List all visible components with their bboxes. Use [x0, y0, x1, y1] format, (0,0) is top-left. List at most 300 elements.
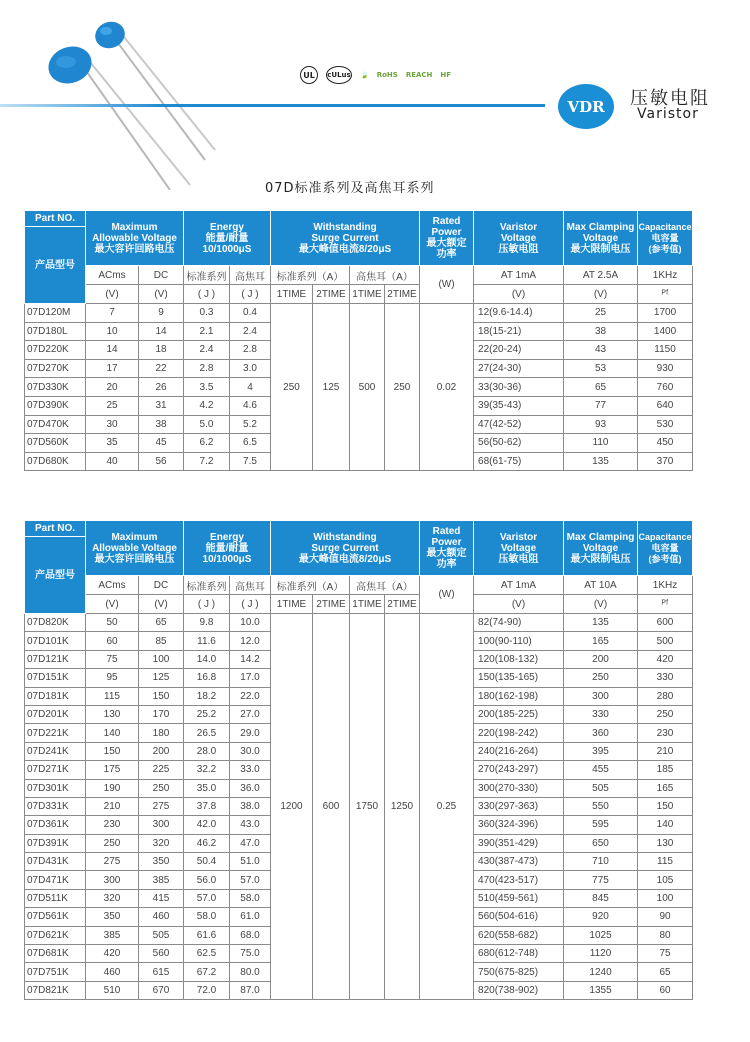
capacitance: 185 [638, 761, 693, 779]
capacitance-header [638, 521, 693, 576]
part-number: 07D181K [25, 687, 86, 705]
surge-power: 0.02 [420, 304, 474, 471]
clamping-voltage-header-line: Voltage [582, 232, 619, 244]
part-number: 07D221K [25, 724, 86, 742]
energy-high-joule: 43.0 [230, 816, 271, 834]
energy-high-joule: 61.0 [230, 908, 271, 926]
clamping-voltage-header-line: Max Clamping [566, 531, 635, 543]
rated-power-header-line: 最大额定 [426, 548, 467, 559]
high-joule-a-label: 高焦耳（A） [350, 266, 420, 285]
dc-voltage: 22 [139, 359, 184, 378]
j-unit: ( J ) [184, 595, 230, 614]
energy-std: 28.0 [184, 742, 230, 760]
dc-voltage: 275 [139, 797, 184, 815]
pf-unit: ᴾᶠ [638, 285, 693, 304]
varistor-voltage: 510(459-561) [474, 889, 564, 907]
dc-voltage: 14 [139, 322, 184, 341]
ac-voltage: 230 [86, 816, 139, 834]
energy-std: 32.2 [184, 761, 230, 779]
product-title-cn: 压敏电阻 [630, 88, 710, 109]
clamping-voltage: 710 [564, 853, 638, 871]
capacitance: 165 [638, 779, 693, 797]
dc-voltage: 385 [139, 871, 184, 889]
cul-us-logo: cULus [326, 66, 352, 84]
energy-header-line: 能量/耐量 [205, 232, 249, 244]
ac-voltage: 50 [86, 614, 139, 632]
capacitance-header-line: (参考值) [648, 243, 682, 254]
ac-voltage: 250 [86, 834, 139, 852]
energy-header [184, 211, 271, 266]
clamping-voltage: 38 [564, 322, 638, 341]
capacitance: 1400 [638, 322, 693, 341]
dc-voltage: 100 [139, 650, 184, 668]
capacitance-condition: 1KHz [638, 576, 693, 595]
energy-high-joule: 0.4 [230, 304, 271, 323]
part-number: 07D331K [25, 797, 86, 815]
clamping-voltage: 550 [564, 797, 638, 815]
capacitance: 130 [638, 834, 693, 852]
energy-std: 67.2 [184, 963, 230, 981]
surge-hj-1time: 1750 [350, 614, 385, 1000]
capacitance: 105 [638, 871, 693, 889]
varistor-voltage-header-line: 压敏电阻 [498, 243, 539, 255]
varistor-voltage: 27(24-30) [474, 359, 564, 378]
clamping-voltage: 165 [564, 632, 638, 650]
ac-voltage: 130 [86, 705, 139, 723]
ac-voltage: 60 [86, 632, 139, 650]
clamping-voltage: 1240 [564, 963, 638, 981]
clamping-voltage: 775 [564, 871, 638, 889]
pf-unit: ᴾᶠ [638, 595, 693, 614]
varistor-voltage-header [474, 211, 564, 266]
ac-voltage: 275 [86, 853, 139, 871]
varistor-voltage: 470(423-517) [474, 871, 564, 889]
varistor-voltage: 150(135-165) [474, 669, 564, 687]
clamping-voltage-header-line: Voltage [582, 542, 619, 554]
v-unit: (V) [474, 595, 564, 614]
j-unit: ( J ) [230, 285, 271, 304]
energy-header-line: 10/1000μS [202, 553, 252, 565]
varistor-voltage: 360(324-396) [474, 816, 564, 834]
clamping-voltage: 110 [564, 434, 638, 453]
energy-high-joule: 80.0 [230, 963, 271, 981]
energy-high-joule: 75.0 [230, 945, 271, 963]
capacitance: 600 [638, 614, 693, 632]
clamping-voltage-header-line: 最大限制电压 [570, 243, 631, 255]
v-unit: (V) [139, 595, 184, 614]
surge-current-header [271, 521, 420, 576]
ac-voltage: 175 [86, 761, 139, 779]
capacitance: 370 [638, 452, 693, 471]
dc-voltage: 415 [139, 889, 184, 907]
surge-current-header [271, 211, 420, 266]
max-voltage-header-line: 最大容许回路电压 [94, 243, 175, 255]
energy-high-joule: 29.0 [230, 724, 271, 742]
max-voltage-header-line: Maximum [111, 531, 158, 543]
product-title-en: Varistor [637, 106, 699, 122]
energy-high-joule: 4.6 [230, 396, 271, 415]
ac-voltage: 140 [86, 724, 139, 742]
capacitance: 280 [638, 687, 693, 705]
capacitance: 230 [638, 724, 693, 742]
part-number: 07D330K [25, 378, 86, 397]
part-number: 07D301K [25, 779, 86, 797]
clamping-voltage: 25 [564, 304, 638, 323]
ac-voltage: 320 [86, 889, 139, 907]
surge-current-header-line: Withstanding [313, 221, 377, 233]
hf-logo: HF [440, 71, 452, 79]
energy-std: 7.2 [184, 452, 230, 471]
varistor-voltage-header-line: 压敏电阻 [498, 553, 539, 565]
energy-high-joule: 47.0 [230, 834, 271, 852]
capacitance-condition: 1KHz [638, 266, 693, 285]
ac-voltage: 75 [86, 650, 139, 668]
two-time-label: 2TIME [385, 595, 420, 614]
one-time-label: 1TIME [350, 595, 385, 614]
dc-voltage: 125 [139, 669, 184, 687]
clamp-condition: AT 10A [564, 576, 638, 595]
part-number: 07D271K [25, 761, 86, 779]
dc-voltage: 85 [139, 632, 184, 650]
energy-std: 6.2 [184, 434, 230, 453]
varistor-voltage: 120(108-132) [474, 650, 564, 668]
ac-voltage: 350 [86, 908, 139, 926]
std-series-a-label: 标准系列（A） [271, 576, 350, 595]
std-series-a-label: 标准系列（A） [271, 266, 350, 285]
high-joule-label: 高焦耳 [230, 266, 271, 285]
capacitance-header-line: (参考值) [648, 553, 682, 564]
surge-current-header-line: 最大峰值电流8/20μS [298, 243, 392, 255]
energy-high-joule: 2.4 [230, 322, 271, 341]
varistor-voltage-header-line: Varistor [499, 221, 538, 233]
clamping-voltage: 200 [564, 650, 638, 668]
varistor-voltage: 47(42-52) [474, 415, 564, 434]
rated-power-header [420, 211, 474, 266]
dc-voltage: 670 [139, 981, 184, 999]
rated-power-header-line: Rated [432, 216, 461, 227]
ac-voltage: 510 [86, 981, 139, 999]
capacitance: 115 [638, 853, 693, 871]
part-number: 07D621K [25, 926, 86, 944]
varistor-voltage: 39(35-43) [474, 396, 564, 415]
v-unit: (V) [474, 285, 564, 304]
clamping-voltage: 135 [564, 452, 638, 471]
varistor-voltage: 270(243-297) [474, 761, 564, 779]
part-number: 07D391K [25, 834, 86, 852]
part-number: 07D241K [25, 742, 86, 760]
capacitance-header-line: Capacitance [638, 221, 692, 232]
ac-voltage: 210 [86, 797, 139, 815]
spec-table-1 [24, 210, 693, 471]
rated-power-header-line: Power [431, 227, 462, 238]
part-number: 07D220K [25, 341, 86, 360]
part-number: 07D390K [25, 396, 86, 415]
varistor-voltage: 620(558-682) [474, 926, 564, 944]
energy-std: 3.5 [184, 378, 230, 397]
part-no-header: Part NO. [25, 211, 86, 227]
energy-std: 50.4 [184, 853, 230, 871]
surge-hj-2time: 1250 [385, 614, 420, 1000]
clamping-voltage: 1025 [564, 926, 638, 944]
part-number: 07D820K [25, 614, 86, 632]
capacitance-header-line: Capacitance [638, 531, 692, 542]
part-number: 07D120M [25, 304, 86, 323]
ac-voltage: 150 [86, 742, 139, 760]
varistor-product-image [20, 10, 220, 190]
energy-std: 5.0 [184, 415, 230, 434]
energy-std: 9.8 [184, 614, 230, 632]
capacitance: 930 [638, 359, 693, 378]
ac-voltage: 115 [86, 687, 139, 705]
dc-voltage: 9 [139, 304, 184, 323]
max-voltage-header [86, 211, 184, 266]
energy-std: 35.0 [184, 779, 230, 797]
varistor-voltage: 300(270-330) [474, 779, 564, 797]
varistor-voltage: 82(74-90) [474, 614, 564, 632]
rated-power-header-line: 功率 [436, 249, 457, 260]
part-number: 07D431K [25, 853, 86, 871]
v-unit: (V) [564, 595, 638, 614]
rated-power-header-line: 最大额定 [426, 238, 467, 249]
clamping-voltage: 455 [564, 761, 638, 779]
std-series-label: 标准系列 [184, 576, 230, 595]
dc-voltage: 320 [139, 834, 184, 852]
ul-logo: UL [300, 66, 318, 84]
dc-voltage: 18 [139, 341, 184, 360]
dc-voltage: 38 [139, 415, 184, 434]
energy-std: 37.8 [184, 797, 230, 815]
clamping-voltage: 135 [564, 614, 638, 632]
capacitance: 420 [638, 650, 693, 668]
energy-std: 11.6 [184, 632, 230, 650]
surge-std-2time: 600 [313, 614, 350, 1000]
clamping-voltage: 77 [564, 396, 638, 415]
energy-high-joule: 57.0 [230, 871, 271, 889]
varistor-voltage: 56(50-62) [474, 434, 564, 453]
surge-current-header-line: 最大峰值电流8/20μS [298, 553, 392, 565]
energy-std: 14.0 [184, 650, 230, 668]
capacitance: 640 [638, 396, 693, 415]
capacitance: 500 [638, 632, 693, 650]
rated-power-header-line: Power [431, 537, 462, 548]
capacitance: 1150 [638, 341, 693, 360]
energy-high-joule: 2.8 [230, 341, 271, 360]
reach-logo: REACH [405, 71, 433, 79]
energy-std: 2.4 [184, 341, 230, 360]
part-number: 07D560K [25, 434, 86, 453]
part-number: 07D121K [25, 650, 86, 668]
capacitance: 65 [638, 963, 693, 981]
energy-std: 26.5 [184, 724, 230, 742]
energy-high-joule: 17.0 [230, 669, 271, 687]
ac-voltage: 7 [86, 304, 139, 323]
table-row [25, 614, 693, 632]
capacitance: 450 [638, 434, 693, 453]
varistor-voltage: 430(387-473) [474, 853, 564, 871]
part-no-header: Part NO. [25, 521, 86, 537]
part-number: 07D681K [25, 945, 86, 963]
energy-std: 56.0 [184, 871, 230, 889]
clamping-voltage: 595 [564, 816, 638, 834]
v-unit: (V) [564, 285, 638, 304]
energy-header-line: Energy [210, 221, 244, 233]
clamping-voltage: 395 [564, 742, 638, 760]
energy-header [184, 521, 271, 576]
capacitance-header [638, 211, 693, 266]
varistor-voltage: 68(61-75) [474, 452, 564, 471]
energy-high-joule: 58.0 [230, 889, 271, 907]
surge-std-1time: 1200 [271, 614, 313, 1000]
high-joule-a-label: 高焦耳（A） [350, 576, 420, 595]
clamping-voltage-header [564, 211, 638, 266]
ac-voltage: 25 [86, 396, 139, 415]
dc-voltage: 505 [139, 926, 184, 944]
vdr-logo: VDR [558, 84, 614, 129]
max-voltage-header-line: Allowable Voltage [92, 542, 177, 554]
clamping-voltage-header-line: Max Clamping [566, 221, 635, 233]
energy-high-joule: 27.0 [230, 705, 271, 723]
part-number: 07D201K [25, 705, 86, 723]
part-number: 07D101K [25, 632, 86, 650]
energy-high-joule: 87.0 [230, 981, 271, 999]
varistor-voltage: 200(185-225) [474, 705, 564, 723]
part-number: 07D680K [25, 452, 86, 471]
part-number: 07D151K [25, 669, 86, 687]
clamping-voltage: 300 [564, 687, 638, 705]
energy-high-joule: 68.0 [230, 926, 271, 944]
high-joule-label: 高焦耳 [230, 576, 271, 595]
ac-voltage: 300 [86, 871, 139, 889]
dc-voltage: 225 [139, 761, 184, 779]
rated-power-header-line: Rated [432, 526, 461, 537]
v-unit: (V) [86, 285, 139, 304]
energy-std: 4.2 [184, 396, 230, 415]
rated-power-header-line: 功率 [436, 559, 457, 570]
capacitance: 90 [638, 908, 693, 926]
dc-unit: DC [139, 266, 184, 285]
varistor-voltage-header-line: Varistor [499, 531, 538, 543]
energy-high-joule: 33.0 [230, 761, 271, 779]
capacitance: 210 [638, 742, 693, 760]
ac-voltage: 14 [86, 341, 139, 360]
part-number: 07D751K [25, 963, 86, 981]
energy-high-joule: 36.0 [230, 779, 271, 797]
part-number: 07D180L [25, 322, 86, 341]
clamping-voltage: 93 [564, 415, 638, 434]
dc-voltage: 65 [139, 614, 184, 632]
clamping-voltage: 43 [564, 341, 638, 360]
header-divider [0, 104, 545, 107]
surge-hj-2time: 250 [385, 304, 420, 471]
two-time-label: 2TIME [385, 285, 420, 304]
ac-voltage: 20 [86, 378, 139, 397]
surge-power: 0.25 [420, 614, 474, 1000]
ac-voltage: 460 [86, 963, 139, 981]
dc-voltage: 31 [139, 396, 184, 415]
max-voltage-header-line: Maximum [111, 221, 158, 233]
clamping-voltage: 505 [564, 779, 638, 797]
energy-high-joule: 5.2 [230, 415, 271, 434]
energy-std: 25.2 [184, 705, 230, 723]
surge-std-1time: 250 [271, 304, 313, 471]
clamp-condition: AT 2.5A [564, 266, 638, 285]
one-time-label: 1TIME [271, 285, 313, 304]
acms-unit: ACms [86, 576, 139, 595]
rated-power-header [420, 521, 474, 576]
capacitance: 330 [638, 669, 693, 687]
energy-high-joule: 30.0 [230, 742, 271, 760]
clamping-voltage: 650 [564, 834, 638, 852]
energy-std: 2.8 [184, 359, 230, 378]
rohs-leaf-icon: 🍃 [360, 71, 369, 79]
dc-voltage: 26 [139, 378, 184, 397]
two-time-label: 2TIME [313, 595, 350, 614]
energy-header-line: 能量/耐量 [205, 542, 249, 554]
capacitance: 250 [638, 705, 693, 723]
energy-std: 46.2 [184, 834, 230, 852]
max-voltage-header-line: Allowable Voltage [92, 232, 177, 244]
std-series-label: 标准系列 [184, 266, 230, 285]
varistor-voltage-header [474, 521, 564, 576]
dc-voltage: 560 [139, 945, 184, 963]
capacitance-header-line: 电容量 [651, 232, 679, 243]
capacitance: 530 [638, 415, 693, 434]
dc-voltage: 180 [139, 724, 184, 742]
energy-std: 0.3 [184, 304, 230, 323]
varistor-voltage: 330(297-363) [474, 797, 564, 815]
power-unit: (W) [420, 576, 474, 614]
dc-voltage: 170 [139, 705, 184, 723]
energy-high-joule: 22.0 [230, 687, 271, 705]
surge-std-2time: 125 [313, 304, 350, 471]
energy-high-joule: 14.2 [230, 650, 271, 668]
energy-std: 72.0 [184, 981, 230, 999]
dc-voltage: 300 [139, 816, 184, 834]
surge-current-header-line: Surge Current [311, 542, 379, 554]
varistor-condition: AT 1mA [474, 576, 564, 595]
surge-hj-1time: 500 [350, 304, 385, 471]
capacitance: 75 [638, 945, 693, 963]
part-number: 07D471K [25, 871, 86, 889]
clamping-voltage: 1355 [564, 981, 638, 999]
clamping-voltage: 845 [564, 889, 638, 907]
max-voltage-header [86, 521, 184, 576]
certification-logos [300, 66, 451, 84]
energy-header-line: Energy [210, 531, 244, 543]
energy-std: 42.0 [184, 816, 230, 834]
capacitance: 80 [638, 926, 693, 944]
energy-header-line: 10/1000μS [202, 243, 252, 255]
energy-std: 16.8 [184, 669, 230, 687]
series-title: 07D标准系列及高焦耳系列 [265, 181, 435, 196]
acms-unit: ACms [86, 266, 139, 285]
clamping-voltage: 1120 [564, 945, 638, 963]
energy-high-joule: 38.0 [230, 797, 271, 815]
clamping-voltage-header-line: 最大限制电压 [570, 553, 631, 565]
varistor-voltage-header-line: Voltage [500, 542, 537, 554]
varistor-voltage: 180(162-198) [474, 687, 564, 705]
part-no-cn-header: 产品型号 [25, 227, 86, 304]
clamping-voltage: 330 [564, 705, 638, 723]
dc-voltage: 200 [139, 742, 184, 760]
surge-current-header-line: Surge Current [311, 232, 379, 244]
varistor-voltage: 750(675-825) [474, 963, 564, 981]
capacitance: 60 [638, 981, 693, 999]
clamping-voltage: 360 [564, 724, 638, 742]
energy-std: 57.0 [184, 889, 230, 907]
table-row [25, 304, 693, 323]
varistor-voltage: 100(90-110) [474, 632, 564, 650]
